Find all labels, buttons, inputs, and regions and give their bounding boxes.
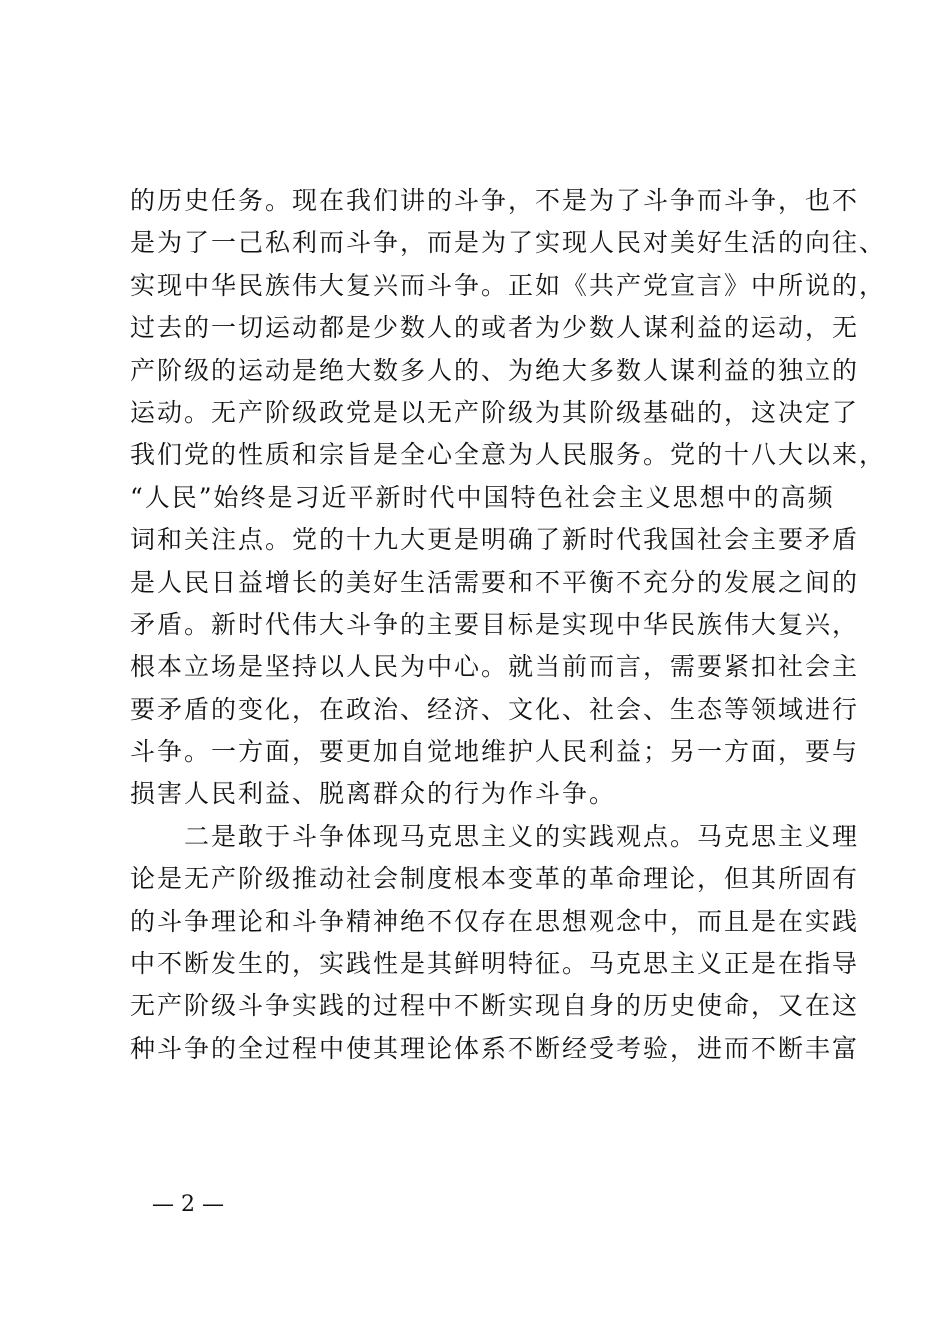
- paragraph-line: 是为了一己私利而斗争，而是为了实现人民对美好生活的向往、: [130, 228, 887, 258]
- paragraph-line: 要矛盾的变化，在政治、经济、文化、社会、生态等领域进行: [130, 694, 860, 724]
- paragraph-line: “人民”始终是习近平新时代中国特色社会主义思想中的高频: [130, 482, 835, 512]
- paragraph-line: 论是无产阶级推动社会制度根本变革的革命理论，但其所固有: [130, 864, 860, 894]
- body-text: [130, 180, 887, 1070]
- paragraph-line: 斗争。一方面，要更加自觉地维护人民利益；另一方面，要与: [130, 737, 860, 767]
- paragraph-line: 中不断发生的，实践性是其鲜明特征。马克思主义正是在指导: [130, 949, 860, 979]
- paragraph-line: 种斗争的全过程中使其理论体系不断经受考验，进而不断丰富: [130, 1033, 860, 1063]
- paragraph-line: 过去的一切运动都是少数人的或者为少数人谋利益的运动，无: [130, 313, 860, 343]
- paragraph-line: 我们党的性质和宗旨是全心全意为人民服务。党的十八大以来，: [130, 440, 887, 470]
- paragraph-line: 运动。无产阶级政党是以无产阶级为其阶级基础的，这决定了: [130, 397, 860, 427]
- paragraph-line: 矛盾。新时代伟大斗争的主要目标是实现中华民族伟大复兴，: [130, 609, 860, 639]
- page-number: — 2 —: [152, 1192, 224, 1217]
- paragraph-line: 根本立场是坚持以人民为中心。就当前而言，需要紧扣社会主: [130, 652, 860, 682]
- paragraph-line: 实现中华民族伟大复兴而斗争。正如《共产党宣言》中所说的，: [130, 270, 887, 300]
- paragraph-line: 二是敢于斗争体现马克思主义的实践观点。马克思主义理: [184, 821, 860, 851]
- paragraph-line: 的历史任务。现在我们讲的斗争，不是为了斗争而斗争，也不: [130, 186, 860, 215]
- paragraph-line: 是人民日益增长的美好生活需要和不平衡不充分的发展之间的: [130, 567, 860, 597]
- paragraph-line: 无产阶级斗争实践的过程中不断实现自身的历史使命，又在这: [130, 991, 860, 1021]
- paragraph-line: 损害人民利益、脱离群众的行为作斗争。: [130, 779, 617, 809]
- paragraph-line: 词和关注点。党的十九大更是明确了新时代我国社会主要矛盾: [130, 525, 860, 555]
- paragraph-line: 的斗争理论和斗争精神绝不仅存在思想观念中，而且是在实践: [130, 906, 860, 936]
- paragraph-line: 产阶级的运动是绝大数多人的、为绝大多数人谋利益的独立的: [130, 355, 860, 385]
